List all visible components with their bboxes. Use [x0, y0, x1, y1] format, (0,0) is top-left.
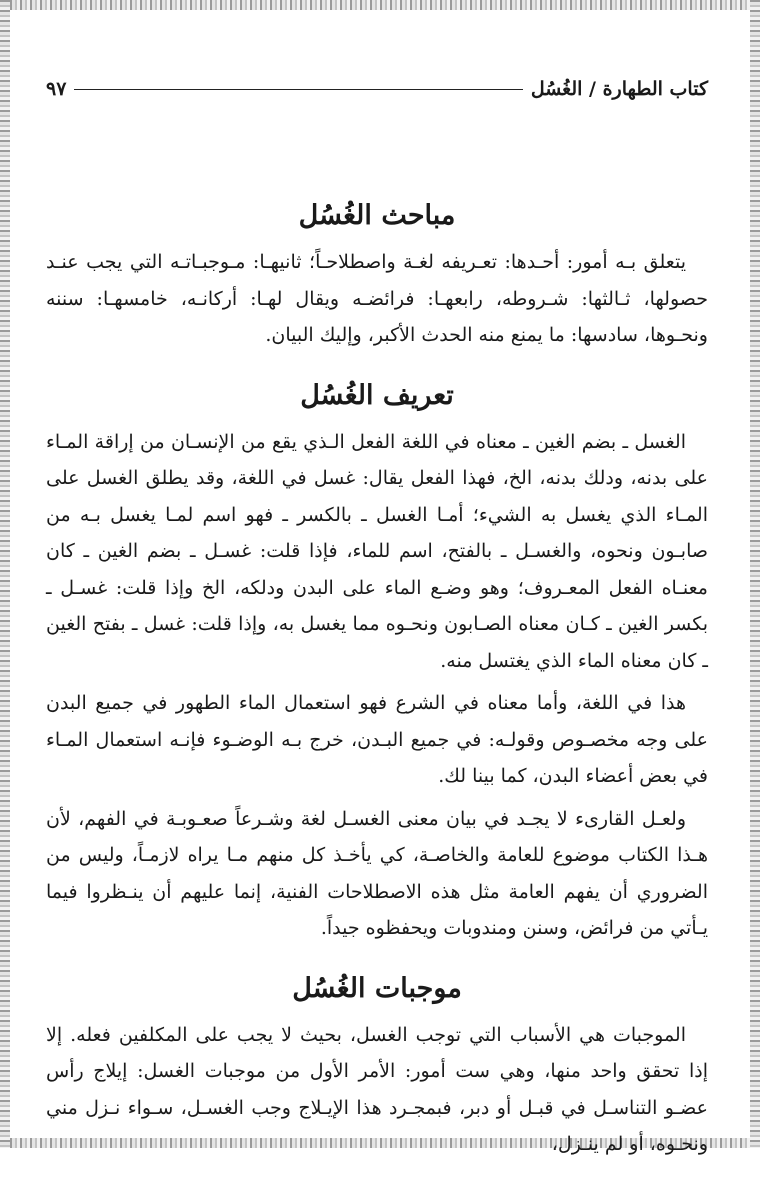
section-heading-ghusl-definition: تعريف الغُسُل — [300, 379, 454, 411]
paragraph: يتعلق بـه أمور: أحـدها: تعـريفه لغـة واصطلاحـاً؛ ثانيهـا: مـوجبـاتـه التي يجب عنـد حصولها، ثـالثها: شـروطه، رابعهـا: فرائضـه ويقال لهـا: أركانـه، خامسهـا: سننه ونحـوها، سادسها: ما يمنع منه الحدث الأكبر، وإليك البيان. — [46, 251, 708, 346]
paragraph: الموجبات هي الأسباب التي توجب الغسل، بحيث لا يجب على المكلفين فعله. إلا إذا تحقق واحد منها، وهي ست أمور: الأمر الأول من موجبات الغسل: إيلاج رأس عضـو التناسـل في قبـل أو دبر، فبمجـرد هذا الإيـلاج وجب الغسـل، سـواء نـزل مني ونحـوه، أو لم ينـزل، — [46, 1023, 708, 1155]
ornamental-border-top — [0, 0, 760, 10]
page-number: ٩٧ — [46, 78, 67, 100]
paragraph: هذا في اللغة، وأما معناه في الشرع فهو استعمال الماء الطهور في جميع البدن على وجه مخصـوص وقولـه: في جميع البـدن، خرج بـه الوضـوء فإنـه استعمال المـاء في بعض أعضاء البدن، كما بينا لك. — [46, 692, 708, 787]
running-header-title: كتاب الطهارة / الغُسُل — [530, 78, 708, 100]
paragraph: ولعـل القارىء لا يجـد في بيان معنى الغسـل لغة وشـرعاً صعـوبـة في الفهم، لأن هـذا الكتاب موضوع للعامة والخاصـة، كي يأخـذ كل منهم مـا يراه لازمـاً، وليس من الضروري أن يفهم العامة مثل هذه الاصطلاحات الفنية، إنما عليهم أن ينـظروا فيما يـأتي من فرائض، وسنن ومندوبات ويحفظوه جيداً. — [46, 807, 708, 939]
section-heading-ghusl-obligations: موجبات الغُسُل — [292, 972, 462, 1004]
header-rule — [74, 89, 522, 90]
running-header — [46, 74, 708, 104]
section-heading-ghusl-topics: مباحث الغُسُل — [298, 200, 456, 231]
ornamental-border-right — [750, 0, 760, 1148]
ornamental-border-left — [0, 0, 10, 1148]
paragraph: الغسل ـ بضم الغين ـ معناه في اللغة الفعل الـذي يقع من الإنسـان من إراقة المـاء على بدنه، ودلك بدنه، الخ، فهذا الفعل يقال: غسل في اللغة، وقد يطلق الغسل على المـاء الذي يغسل به الشيء؛ أمـا الغسل ـ بالكسر ـ فهو اسم لمـا يغسل بـه من صابـون ونحوه، والغسـل ـ بالفتح، اسم للماء، فإذا قلت: غسـل ـ بضم الغين ـ كان معنـاه الفعل المعـروف؛ وهو وضـع الماء على البدن ودلكه، الخ وإذا قلت: غسـل ـ بكسر الغين ـ كـان معناه الصـابون ونحـوه مما يغسل به، وإذا قلت: غسل ـ بفتح الغين ـ كان معناه الماء الذي يغتسل منه. — [46, 430, 708, 672]
page-body — [46, 196, 708, 1163]
